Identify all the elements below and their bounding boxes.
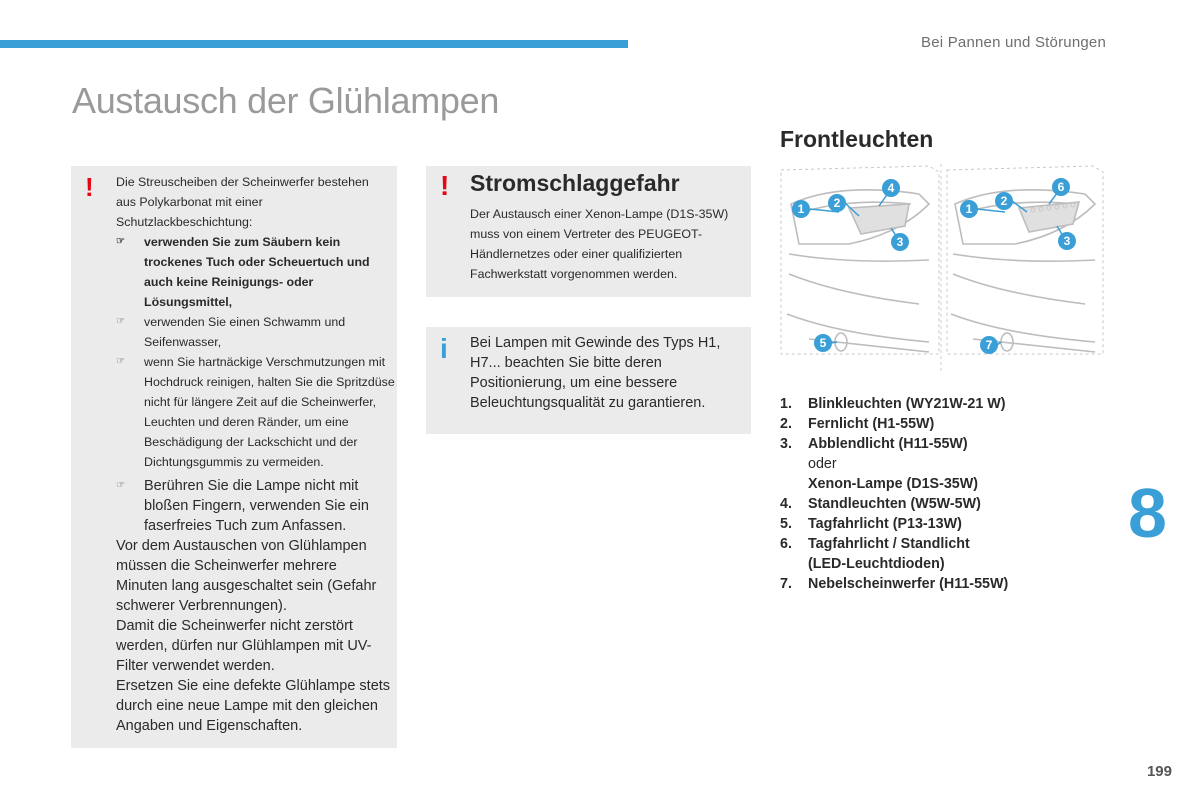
caution-list (116, 232, 396, 472)
warning-text: Der Austausch einer Xenon-Lampe (D1S-35W) muss von einem Vertreter des PEUGEOT-Händlernetzes oder einer qualifizierten Fachwerkstatt vorgenommen werden. (470, 207, 729, 281)
front-lights-title: Frontleuchten (780, 126, 934, 152)
legend-number: 4. (780, 496, 792, 512)
legend-item (780, 494, 1100, 514)
shock-warning-box (426, 166, 751, 297)
callout-number: 5 (819, 336, 827, 350)
chapter-number: 8 (1128, 474, 1167, 552)
info-icon: i (440, 333, 448, 364)
callout-1-left (792, 200, 810, 218)
headlight-diagram (779, 164, 1105, 376)
page-number: 199 (1146, 763, 1172, 780)
caution-body (116, 476, 391, 736)
header-accent-bar (0, 40, 628, 48)
legend-item (780, 574, 1100, 594)
list-item-text: verwenden Sie einen Schwamm und Seifenwasser, (144, 315, 346, 349)
callout-number: 1 (965, 202, 973, 216)
legend-number: 2. (780, 416, 792, 432)
callout-3-left (891, 233, 909, 251)
legend-item (780, 394, 1100, 414)
pointing-hand-icon: ☞ (116, 480, 125, 491)
exclamation-icon: ! (440, 170, 450, 201)
callout-number: 2 (1000, 194, 1008, 208)
list-item-text: wenn Sie hartnäckige Verschmutzungen mit Hochdruck reinigen, halten Sie die Spritzdüse nicht für längere Zeit auf die Scheinwerfer, Leuchten und deren Ränder, um eine Beschädigung der Lackschicht und der Dichtungsgummis zu vermeiden. (144, 355, 395, 469)
list-item-text: verwenden Sie zum Säubern kein trockenes Tuch oder Scheuertuch und auch keine Reinigungs- oder Lösungsmittel, (144, 235, 370, 309)
list-item (116, 312, 396, 352)
caution-intro: Die Streuscheiben der Scheinwerfer bestehen aus Polykarbonat mit einer Schutzlackbeschichtung: (116, 175, 369, 229)
paragraph-replace: Ersetzen Sie eine defekte Glühlampe stets durch eine neue Lampe mit den gleichen Angaben und Eigenschaften. (116, 678, 391, 734)
callout-2-left (828, 194, 846, 212)
legend-item (780, 414, 1100, 434)
callout-number: 2 (833, 196, 841, 210)
legend-subtext: oder (808, 456, 837, 472)
callout-number: 4 (887, 181, 895, 195)
legend-text: Standleuchten (W5W-5W) (808, 496, 981, 512)
section-label: Bei Pannen und Störungen (921, 34, 1106, 51)
pointing-hand-icon: ☞ (116, 236, 125, 247)
legend-text: Tagfahrlicht / Standlicht (808, 536, 970, 552)
pointing-hand-icon: ☞ (116, 316, 125, 327)
legend-number: 7. (780, 576, 792, 592)
exclamation-icon: ! (85, 172, 94, 202)
list-item (116, 232, 396, 312)
legend-text: Tagfahrlicht (P13-13W) (808, 516, 962, 532)
paragraph-uv-filter: Damit die Scheinwerfer nicht zerstört werden, dürfen nur Glühlampen mit UV-Filter verwendet werden. (116, 618, 372, 674)
callout-number: 7 (985, 338, 993, 352)
page-title: Austausch der Glühlampen (72, 80, 500, 121)
list-item (116, 352, 396, 472)
info-box (426, 327, 751, 434)
legend-number: 1. (780, 396, 792, 412)
list-item (116, 476, 391, 536)
callout-number: 3 (1063, 234, 1071, 248)
callout-number: 1 (797, 202, 805, 216)
legend-number: 6. (780, 536, 792, 552)
callout-6-right (1052, 178, 1070, 196)
list-item-text: Berühren Sie die Lampe nicht mit bloßen Fingern, verwenden Sie ein faserfreies Tuch zum Anfassen. (144, 478, 369, 534)
paragraph-cooldown: Vor dem Austauschen von Glühlampen müssen die Scheinwerfer mehrere Minuten lang ausgeschaltet sein (Gefahr schwerer Verbrennungen). (116, 538, 377, 614)
warning-title: Stromschlaggefahr (470, 170, 680, 196)
bulb-legend (780, 394, 1100, 594)
callout-number: 3 (896, 235, 904, 249)
legend-item (780, 434, 1100, 494)
callout-4-left (882, 179, 900, 197)
legend-item (780, 514, 1100, 534)
legend-number: 3. (780, 436, 792, 452)
legend-text: Nebelscheinwerfer (H11-55W) (808, 576, 1009, 592)
pointing-hand-icon: ☞ (116, 356, 125, 367)
callout-7-right (980, 336, 998, 354)
callout-number: 6 (1057, 180, 1065, 194)
callout-2-right (995, 192, 1013, 210)
legend-alternative: Xenon-Lampe (D1S-35W) (808, 476, 978, 492)
legend-text: Blinkleuchten (WY21W-21 W) (808, 396, 1006, 412)
callout-3-right (1058, 232, 1076, 250)
legend-item (780, 534, 1100, 574)
callout-1-right (960, 200, 978, 218)
legend-text: Abblendlicht (H11-55W) (808, 436, 968, 452)
callout-5-left (814, 334, 832, 352)
legend-subtext: (LED-Leuchtdioden) (808, 556, 945, 572)
legend-number: 5. (780, 516, 792, 532)
caution-box (71, 166, 397, 748)
info-text: Bei Lampen mit Gewinde des Typs H1, H7... beachten Sie bitte deren Positionierung, um eine bessere Beleuchtungsqualität zu garantieren. (470, 335, 721, 411)
legend-text: Fernlicht (H1-55W) (808, 416, 935, 432)
